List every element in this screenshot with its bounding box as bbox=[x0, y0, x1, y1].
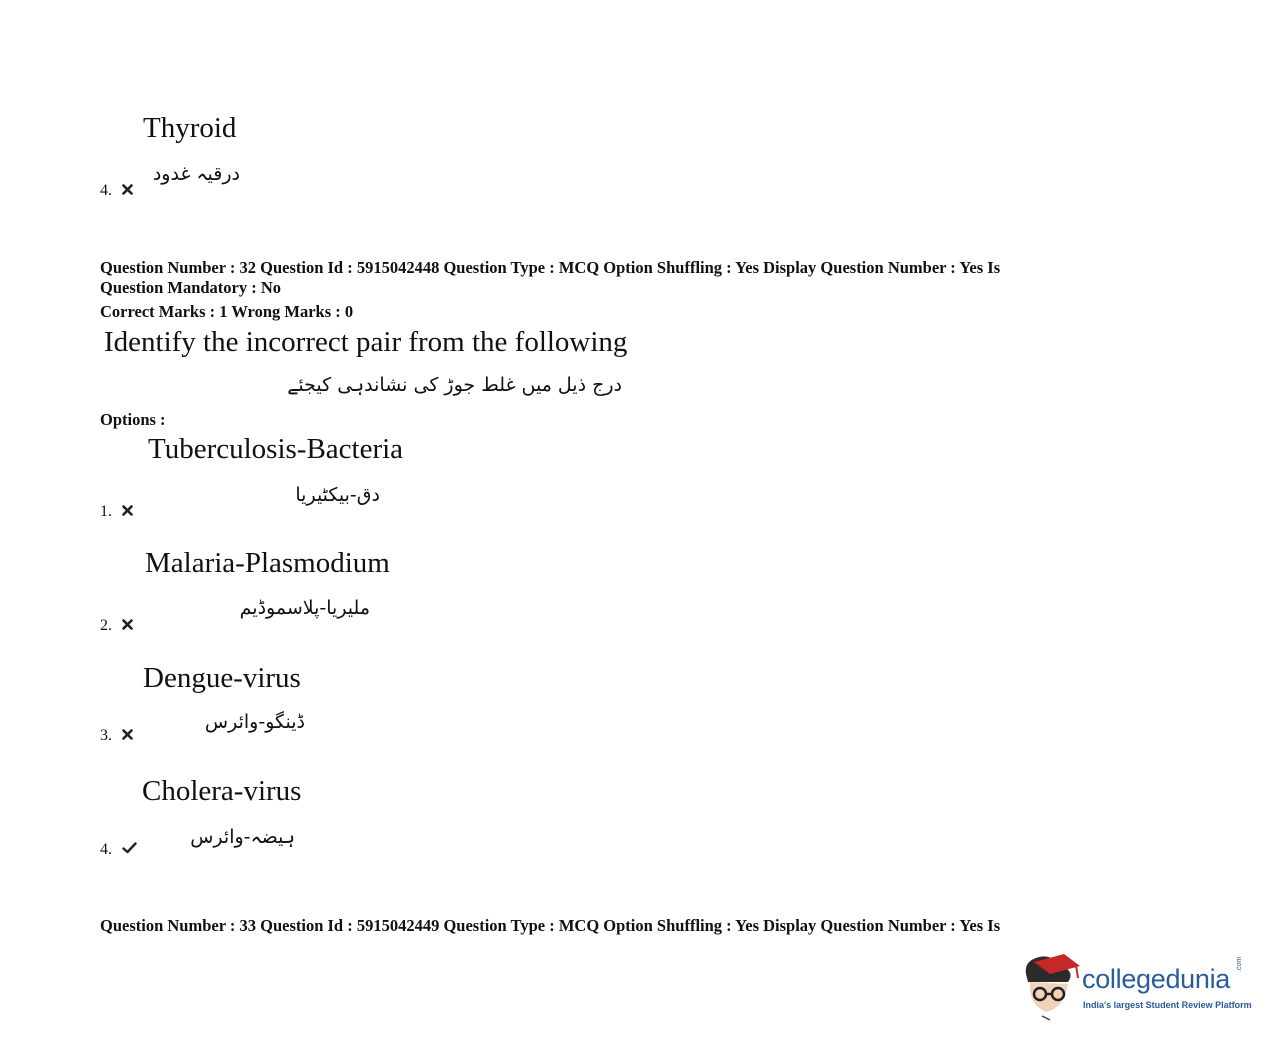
q32-meta-line1: Question Number : 32 Question Id : 5915042448 Question Type : MCQ Option Shuffling : Yes Display Question Number : Yes Is bbox=[100, 258, 1001, 277]
brand-tld: .com bbox=[1236, 956, 1243, 972]
cross-icon bbox=[122, 727, 133, 745]
option2-urdu: ملیریا-پلاسموڈیم bbox=[239, 597, 370, 619]
cross-icon bbox=[122, 503, 133, 521]
collegedunia-logo bbox=[1020, 952, 1252, 1022]
prev-option4-urdu: درقیہ غدود bbox=[152, 163, 240, 185]
option4-english: Cholera-virus bbox=[142, 775, 302, 807]
option3-number: 3. bbox=[100, 727, 112, 744]
option3-urdu: ڈینگو-وائرس bbox=[204, 711, 305, 733]
option4-urdu: ہیضہ-وائرس bbox=[190, 826, 295, 848]
prev-option4-number-row bbox=[100, 182, 133, 200]
option1-english: Tuberculosis-Bacteria bbox=[148, 433, 404, 465]
check-icon bbox=[122, 841, 137, 859]
option2-number-row bbox=[100, 617, 133, 635]
cross-icon bbox=[122, 182, 133, 200]
option2-number: 2. bbox=[100, 617, 112, 634]
option1-urdu: دق-بیکٹیریا bbox=[295, 484, 380, 506]
q32-meta-line2: Question Mandatory : No bbox=[100, 278, 282, 297]
q32-marks: Correct Marks : 1 Wrong Marks : 0 bbox=[100, 302, 354, 321]
option1-number: 1. bbox=[100, 503, 112, 520]
option3-english: Dengue-virus bbox=[143, 662, 301, 694]
options-label: Options : bbox=[100, 410, 166, 429]
prev-option4-number: 4. bbox=[100, 182, 112, 199]
option3-number-row bbox=[100, 727, 133, 745]
brand-tagline: India's largest Student Review Platform bbox=[1083, 1000, 1252, 1010]
q32-question-english: Identify the incorrect pair from the following bbox=[104, 326, 628, 358]
option1-number-row bbox=[100, 503, 133, 521]
cross-icon bbox=[122, 617, 133, 635]
option2-english: Malaria-Plasmodium bbox=[145, 547, 390, 579]
option4-number-row bbox=[100, 841, 137, 859]
prev-option4-english: Thyroid bbox=[143, 112, 237, 144]
brand-name: collegedunia bbox=[1082, 964, 1231, 994]
mascot-icon bbox=[1020, 952, 1082, 1022]
q33-meta-line1: Question Number : 33 Question Id : 5915042449 Question Type : MCQ Option Shuffling : Yes Display Question Number : Yes Is bbox=[100, 916, 1001, 935]
option4-number: 4. bbox=[100, 841, 112, 858]
q32-question-urdu: درج ذیل میں غلط جوڑ کی نشاندہی کیجئے bbox=[287, 374, 622, 396]
